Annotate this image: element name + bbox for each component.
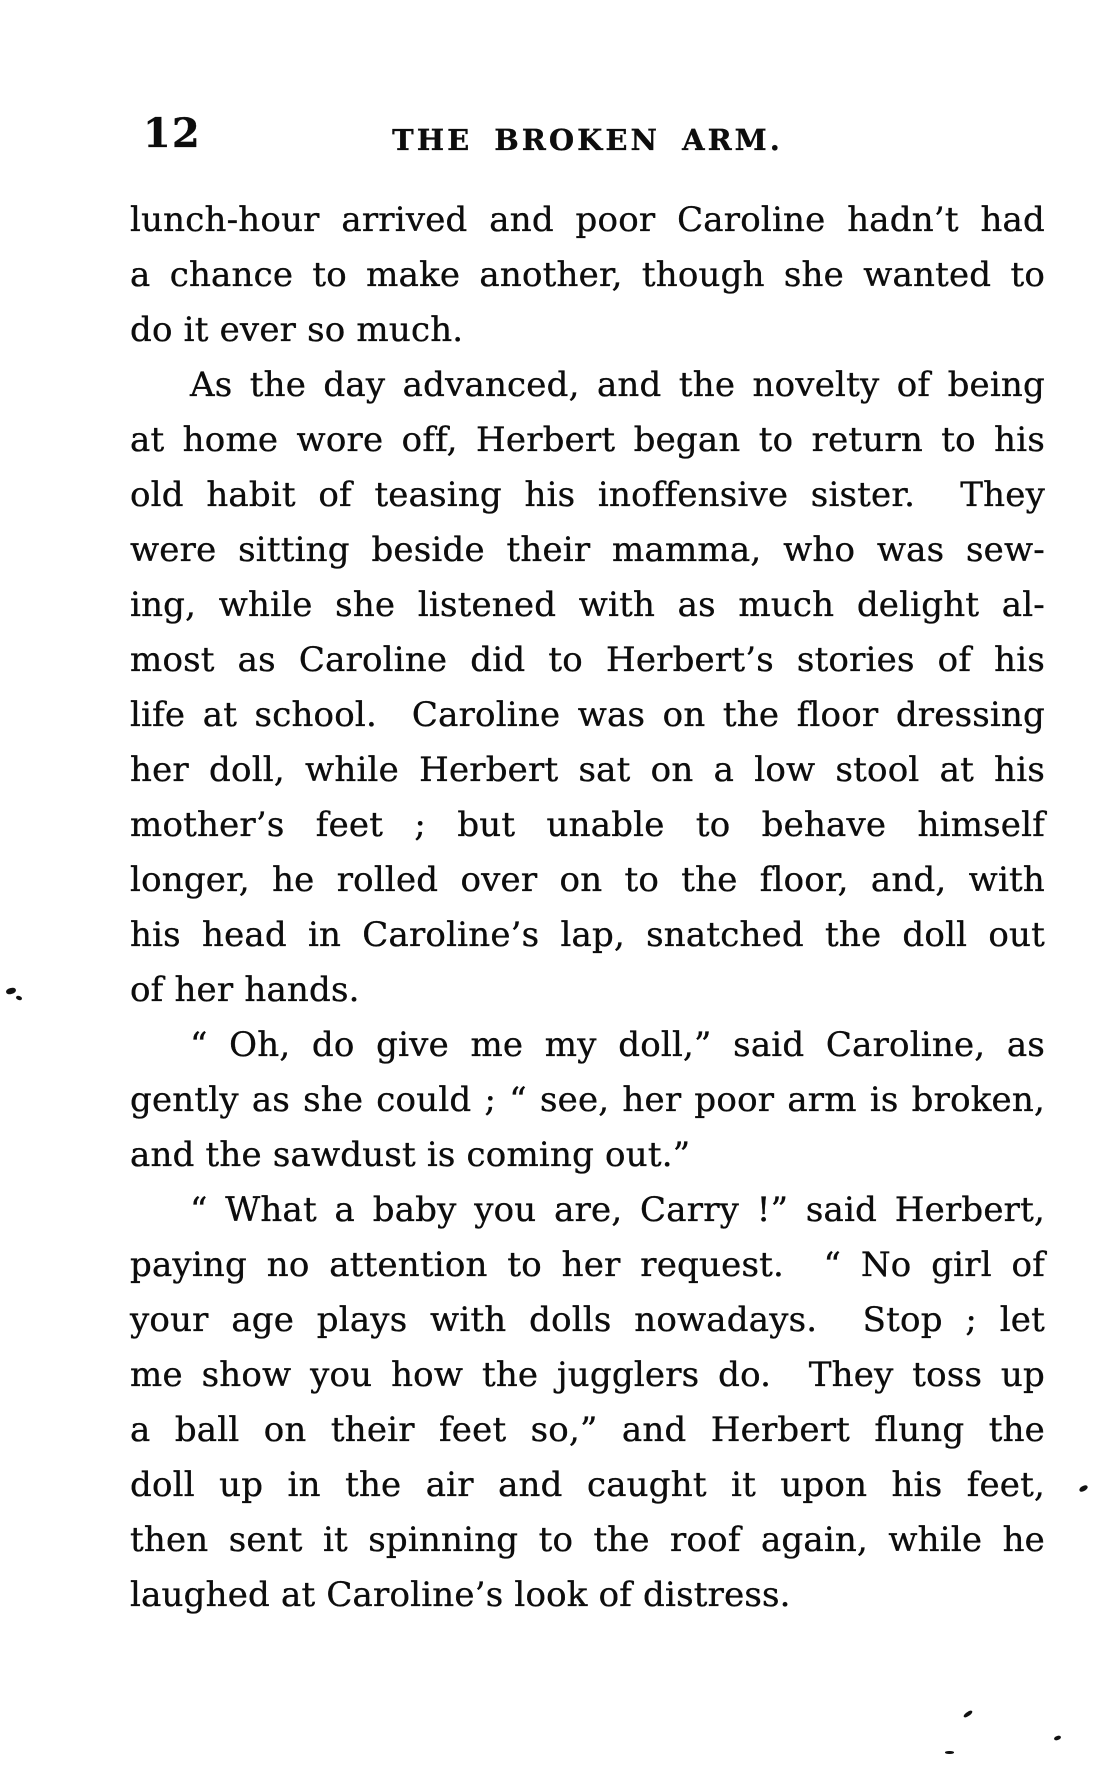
text-line: her doll, while Herbert sat on a low stool at his xyxy=(130,750,1045,790)
text-line: doll up in the air and caught it upon his feet, xyxy=(130,1465,1045,1505)
text-line: were sitting beside their mamma, who was sew- xyxy=(130,530,1045,570)
text-line: “ Oh, do give me my doll,” said Caroline, as xyxy=(190,1025,1045,1065)
text-line: of her hands. xyxy=(130,970,360,1010)
text-line: at home wore off, Herbert began to return to his xyxy=(130,420,1045,460)
ink-speck xyxy=(945,1751,954,1754)
text-line: and the sawdust is coming out.” xyxy=(130,1135,691,1175)
text-line: a ball on their feet so,” and Herbert flung the xyxy=(130,1410,1045,1450)
text-line: his head in Caroline’s lap, snatched the doll out xyxy=(130,915,1045,955)
text-line: paying no attention to her request. “ No girl of xyxy=(130,1245,1045,1285)
text-line: me show you how the jugglers do. They toss up xyxy=(130,1355,1045,1395)
text-line: laughed at Caroline’s look of distress. xyxy=(130,1575,791,1615)
text-line: then sent it spinning to the roof again, while he xyxy=(130,1520,1045,1560)
text-line: mother’s feet ; but unable to behave himself xyxy=(130,805,1045,845)
text-line: life at school. Caroline was on the floor dressing xyxy=(130,695,1045,735)
text-line: your age plays with dolls nowadays. Stop ; let xyxy=(130,1300,1045,1340)
text-line: a chance to make another, though she wanted to xyxy=(130,255,1045,295)
text-line: do it ever so much. xyxy=(130,310,464,350)
ink-speck xyxy=(1054,1735,1062,1741)
page-text xyxy=(130,193,1045,1623)
ink-speck xyxy=(5,987,16,995)
text-line: longer, he rolled over on to the floor, and, with xyxy=(130,860,1045,900)
ink-speck xyxy=(963,1709,973,1718)
text-line: lunch-hour arrived and poor Caroline hadn’t had xyxy=(130,200,1045,240)
ink-speck xyxy=(15,995,22,1001)
page-number: 12 xyxy=(143,110,201,157)
text-line: most as Caroline did to Herbert’s stories of his xyxy=(130,640,1045,680)
running-header-title: THE BROKEN ARM. xyxy=(392,123,783,157)
ink-speck xyxy=(1078,1484,1088,1493)
text-line: old habit of teasing his inoffensive sister. They xyxy=(130,475,1045,515)
text-line: “ What a baby you are, Carry !” said Herbert, xyxy=(190,1190,1045,1230)
text-line: ing, while she listened with as much delight al- xyxy=(130,585,1045,625)
text-line: As the day advanced, and the novelty of being xyxy=(190,365,1045,405)
text-line: gently as she could ; “ see, her poor arm is broken, xyxy=(130,1080,1045,1120)
